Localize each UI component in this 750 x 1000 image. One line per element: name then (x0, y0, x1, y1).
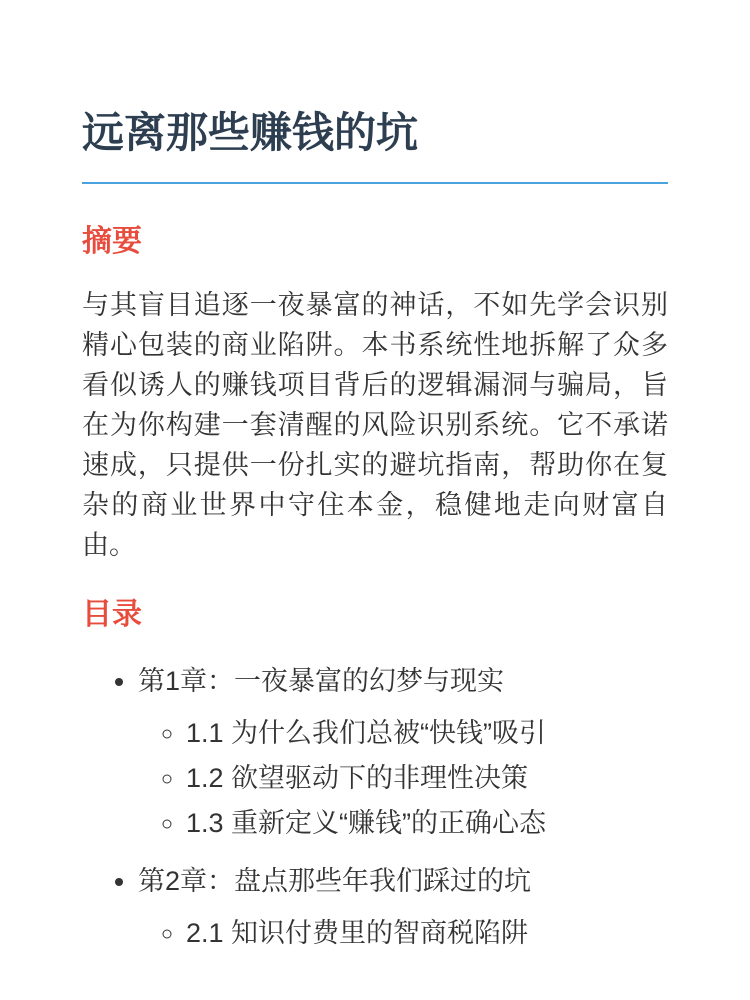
toc-section-item-2-1: ◦ 2.1 知识付费里的智商税陷阱 (186, 913, 668, 953)
toc-chapter-1-label: 第1章：一夜暴富的幻梦与现实 (138, 666, 505, 697)
page-title: 远离那些赚钱的坑 (82, 109, 419, 156)
toc-section-item-1-3: ◦ 1.3 重新定义“赚钱”的正确心态 (186, 803, 668, 843)
abstract-paragraph: 与其盲目追逐一夜暴富的神话，不如先学会识别精心包装的商业陷阱。本书系统性地拆解了众多看似诱人的赚钱项目背后的逻辑漏洞与骗局，旨在为你构建一套清醒的风险识别系统。它不承诺速成，只提供一份扎实的避坑指南，帮助你在复杂的商业世界中守住本金，稳健地走向财富自由。 (82, 290, 668, 561)
toc-section-item-1-1: ◦ 1.1 为什么我们总被“快钱”吸引 (186, 713, 668, 753)
toc-chapter-item-2 (138, 861, 668, 953)
abstract-heading: 摘要 (82, 225, 142, 259)
toc-heading: 目录 (82, 598, 142, 632)
toc-chapter-1-sublist (138, 713, 668, 843)
toc-section-item-1-2: ◦ 1.2 欲望驱动下的非理性决策 (186, 758, 668, 798)
toc-chapter-2-sublist (138, 913, 668, 953)
toc-chapter-2-label: 第2章：盘点那些年我们踩过的坑 (138, 866, 532, 897)
toc-chapter-item-1 (138, 661, 668, 843)
title-divider (82, 182, 668, 184)
toc-list (82, 661, 668, 953)
